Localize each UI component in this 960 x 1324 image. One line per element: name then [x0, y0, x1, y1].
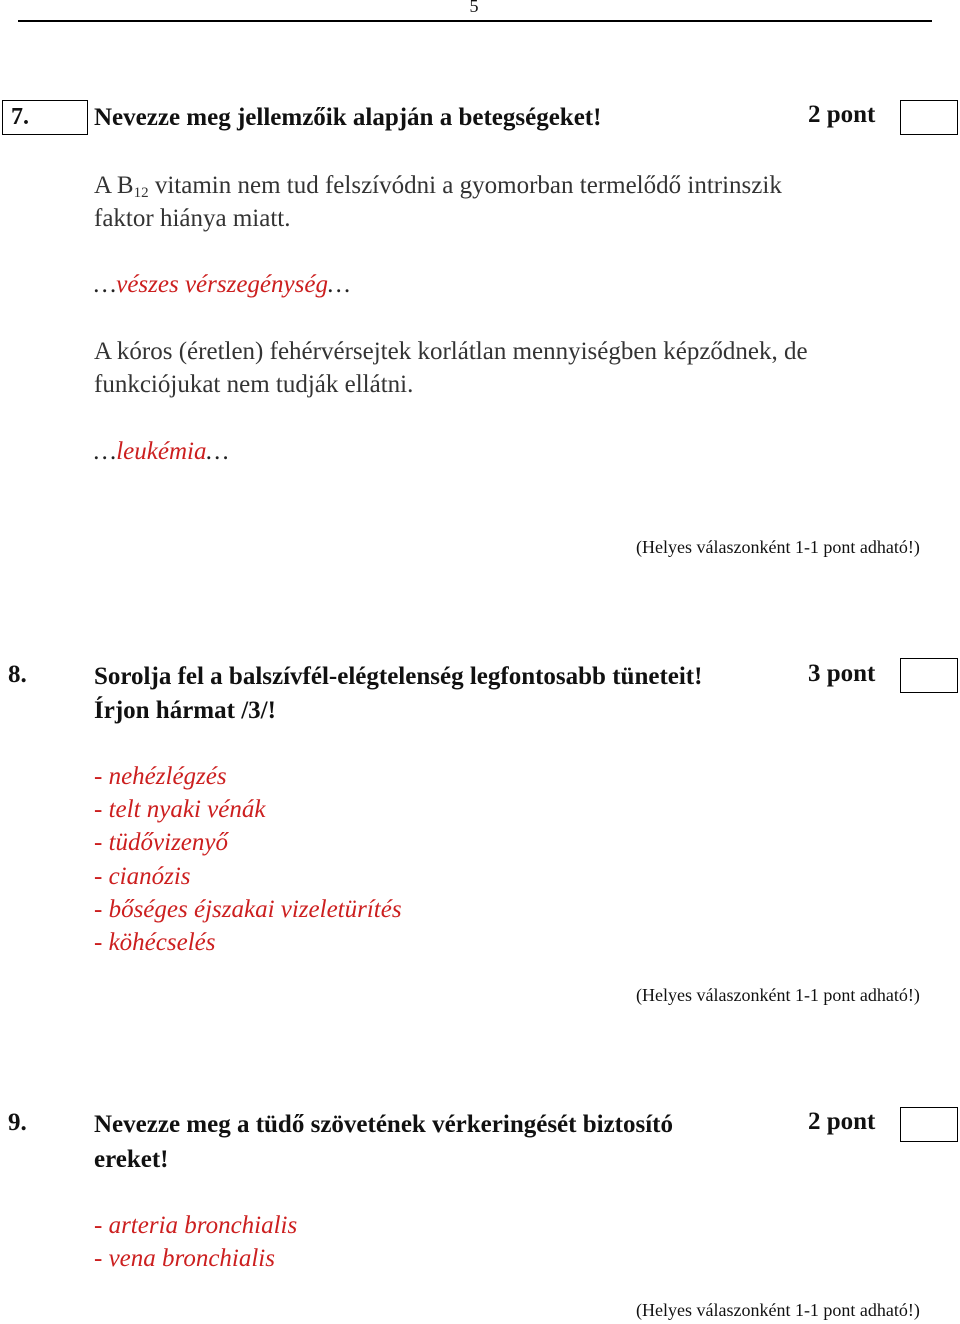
- question-9-points: 2 pont: [808, 1108, 876, 1135]
- list-item: - bőséges éjszakai vizeletürítés: [94, 895, 402, 923]
- question-9-title-line-2: ereket!: [94, 1146, 169, 1173]
- question-7-description-2-line-1: A kóros (éretlen) fehérvérsejtek korlátlan mennyiségben képződnek, de: [94, 338, 808, 365]
- question-7-points: 2 pont: [808, 101, 876, 128]
- list-item: - vena bronchialis: [94, 1245, 275, 1273]
- question-7-number: 7.: [2, 100, 88, 135]
- question-8-note: (Helyes válaszonként 1-1 pont adható!): [636, 985, 920, 1005]
- question-7-title: Nevezze meg jellemzőik alapján a betegségeket!: [94, 104, 602, 131]
- header-rule: [18, 20, 932, 22]
- question-8-answer-list: [94, 760, 402, 959]
- list-item: - cianózis: [94, 862, 191, 890]
- question-9-score-box[interactable]: [900, 1107, 958, 1142]
- list-item: - köhécselés: [94, 929, 216, 957]
- question-7-description-2-line-2: funkciójukat nem tudják ellátni.: [94, 371, 414, 398]
- list-item: - tüdővizenyő: [94, 829, 228, 857]
- question-9-title-line-1: Nevezze meg a tüdő szövetének vérkeringését biztosító: [94, 1111, 673, 1138]
- question-8-score-box[interactable]: [900, 658, 958, 693]
- question-7-score-box[interactable]: [900, 100, 958, 135]
- list-item: - arteria bronchialis: [94, 1212, 298, 1239]
- list-item: - nehézlégzés: [94, 763, 227, 790]
- question-7-answer-2: …leukémia…: [94, 438, 229, 465]
- question-7-description-1-line-2: faktor hiánya miatt.: [94, 205, 291, 232]
- list-item: - telt nyaki vénák: [94, 796, 266, 824]
- question-8-title-line-1: Sorolja fel a balszívfél-elégtelenség legfontosabb tüneteit!: [94, 663, 703, 690]
- question-7-answer-1: …vészes vérszegénység…: [94, 271, 351, 298]
- question-9-note: (Helyes válaszonként 1-1 pont adható!): [636, 1300, 920, 1320]
- question-8-number: 8.: [8, 661, 27, 688]
- question-8-points: 3 pont: [808, 660, 876, 687]
- question-7-description-1-line-1: A $B_{12}$ vitamin nem tud felszívódni a gyomorban termelődő intrinszik: [94, 172, 782, 201]
- question-7-note: (Helyes válaszonként 1-1 pont adható!): [636, 537, 920, 557]
- question-9-answer-list: [94, 1209, 297, 1275]
- question-8-title-line-2: Írjon hármat /3/!: [94, 697, 276, 724]
- page-number: 5: [469, 0, 479, 16]
- question-9-number: 9.: [8, 1109, 27, 1136]
